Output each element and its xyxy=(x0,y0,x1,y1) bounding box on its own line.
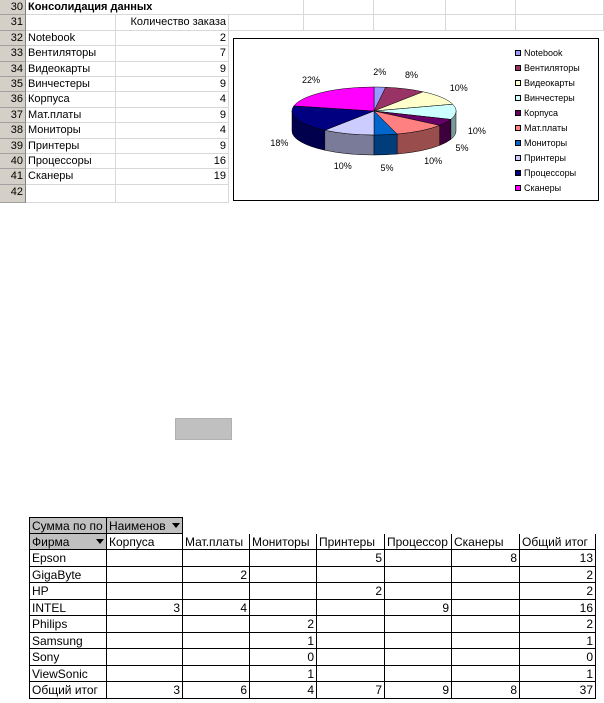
row-header[interactable]: 35 xyxy=(0,77,26,92)
pivot-value-cell[interactable] xyxy=(385,583,452,600)
pivot-value-cell[interactable]: 2 xyxy=(183,567,250,584)
row-header[interactable]: 34 xyxy=(0,62,26,77)
product-name-cell[interactable]: Мат.платы xyxy=(26,108,116,123)
legend-label: Мат.платы xyxy=(524,123,568,133)
product-name-cell[interactable]: Винчестеры xyxy=(26,77,116,92)
pie-data-label: 5% xyxy=(380,162,394,173)
pie-data-label: 2% xyxy=(373,67,387,78)
pivot-value-cell[interactable] xyxy=(317,649,385,666)
product-name-cell[interactable]: Сканеры xyxy=(26,169,116,184)
legend-swatch xyxy=(515,65,521,71)
legend-item[interactable] xyxy=(515,91,597,106)
quantity-cell[interactable]: 4 xyxy=(116,92,229,107)
pivot-value-cell[interactable] xyxy=(385,649,452,666)
section-title-cell[interactable]: Консолидация данных xyxy=(26,0,229,15)
chevron-down-icon[interactable] xyxy=(96,539,104,544)
pivot-value-cell[interactable]: 3 xyxy=(107,600,183,617)
pivot-value-cell[interactable] xyxy=(317,567,385,584)
pivot-row-label[interactable]: ViewSonic xyxy=(29,666,107,683)
pivot-value-cell[interactable] xyxy=(385,567,452,584)
product-name-cell[interactable]: Мониторы xyxy=(26,123,116,138)
pivot-row-label[interactable]: Philips xyxy=(29,616,107,633)
pivot-value-cell[interactable] xyxy=(250,550,317,567)
legend-label: Винчестеры xyxy=(524,93,575,103)
pivot-total-cell[interactable]: 6 xyxy=(183,682,250,699)
pivot-value-cell[interactable]: 2 xyxy=(317,583,385,600)
pivot-value-cell[interactable] xyxy=(183,583,250,600)
product-name-cell[interactable]: Процессоры xyxy=(26,154,116,169)
sheet-row-30 xyxy=(0,0,604,15)
legend-label: Вентиляторы xyxy=(524,63,580,73)
pivot-value-cell[interactable] xyxy=(250,583,317,600)
pivot-table xyxy=(29,517,596,703)
pie-data-label: 10% xyxy=(467,126,486,137)
pivot-value-cell[interactable]: 1 xyxy=(520,666,596,683)
column-label-cell[interactable]: Количество заказа xyxy=(116,15,229,30)
pivot-value-cell[interactable]: 0 xyxy=(250,649,317,666)
row-header[interactable]: 30 xyxy=(0,0,26,15)
pivot-column-header[interactable]: Общий итог xyxy=(520,534,596,551)
pie-side-Мониторы xyxy=(374,134,397,155)
legend-item[interactable] xyxy=(515,166,597,181)
quantity-cell[interactable]: 9 xyxy=(116,139,229,154)
empty-cell[interactable] xyxy=(304,0,374,15)
pivot-value-cell[interactable]: 16 xyxy=(520,600,596,617)
empty-cell[interactable] xyxy=(229,15,304,30)
legend-item[interactable] xyxy=(515,76,597,91)
pivot-total-cell[interactable]: 4 xyxy=(250,682,317,699)
pie-data-label: 10% xyxy=(449,83,468,94)
pivot-value-cell[interactable] xyxy=(385,616,452,633)
pivot-value-cell[interactable] xyxy=(107,616,183,633)
row-header[interactable]: 36 xyxy=(0,92,26,107)
pivot-row-field-button[interactable]: Фирма xyxy=(29,534,107,551)
pie-chart[interactable] xyxy=(233,38,599,201)
pivot-column-header[interactable]: Мониторы xyxy=(250,534,317,551)
pie-data-label: 22% xyxy=(301,75,320,86)
pivot-row-label[interactable]: INTEL xyxy=(29,600,107,617)
empty-cell[interactable] xyxy=(516,15,604,30)
pivot-value-cell[interactable] xyxy=(107,633,183,650)
pivot-value-cell[interactable]: 9 xyxy=(385,600,452,617)
legend-swatch xyxy=(515,155,521,161)
pivot-value-cell[interactable]: 2 xyxy=(520,616,596,633)
row-header[interactable]: 33 xyxy=(0,46,26,61)
legend-swatch xyxy=(515,125,521,131)
legend-label: Видеокарты xyxy=(524,78,575,88)
pivot-value-cell[interactable] xyxy=(452,600,520,617)
pie-data-label: 18% xyxy=(270,138,289,149)
legend-label: Процессоры xyxy=(524,168,577,178)
row-header[interactable]: 38 xyxy=(0,123,26,138)
pivot-value-cell[interactable]: 5 xyxy=(317,550,385,567)
empty-cell[interactable] xyxy=(26,15,116,30)
legend-item[interactable] xyxy=(515,61,597,76)
pivot-column-header[interactable]: Мат.платы xyxy=(183,534,250,551)
pivot-total-cell[interactable]: 37 xyxy=(520,682,596,699)
pivot-total-cell[interactable]: 3 xyxy=(107,682,183,699)
pivot-value-cell[interactable]: 0 xyxy=(520,649,596,666)
pie-data-label: 10% xyxy=(424,156,443,167)
spreadsheet-fragment xyxy=(0,0,604,203)
pivot-value-cell[interactable]: 2 xyxy=(250,616,317,633)
chart-legend[interactable] xyxy=(515,46,597,196)
pivot-total-cell[interactable]: 9 xyxy=(385,682,452,699)
legend-item[interactable] xyxy=(515,121,597,136)
legend-label: Корпуса xyxy=(524,108,559,118)
product-name-cell[interactable]: Вентиляторы xyxy=(26,46,116,61)
pivot-column-header[interactable]: Процессор xyxy=(385,534,452,551)
pivot-value-cell[interactable]: 2 xyxy=(520,583,596,600)
legend-label: Принтеры xyxy=(524,153,566,163)
legend-item[interactable] xyxy=(515,106,597,121)
empty-cell[interactable] xyxy=(304,15,374,30)
pivot-row-label[interactable]: Sony xyxy=(29,649,107,666)
pivot-value-cell[interactable] xyxy=(385,633,452,650)
empty-cell[interactable] xyxy=(516,0,604,15)
pivot-column-header[interactable]: Корпуса xyxy=(107,534,183,551)
legend-item[interactable] xyxy=(515,136,597,151)
legend-swatch xyxy=(515,95,521,101)
legend-swatch xyxy=(515,50,521,56)
legend-swatch xyxy=(515,80,521,86)
legend-item[interactable] xyxy=(515,151,597,166)
pivot-value-cell[interactable] xyxy=(317,616,385,633)
quantity-cell[interactable]: 16 xyxy=(116,154,229,169)
pivot-data-field[interactable]: Сумма по по xyxy=(29,517,107,534)
empty-cell[interactable] xyxy=(374,0,446,15)
legend-swatch xyxy=(515,140,521,146)
pivot-value-cell[interactable] xyxy=(250,600,317,617)
empty-cell[interactable] xyxy=(26,185,116,203)
legend-swatch xyxy=(515,185,521,191)
quantity-cell[interactable]: 2 xyxy=(116,31,229,46)
pivot-value-cell[interactable] xyxy=(452,583,520,600)
legend-swatch xyxy=(515,110,521,116)
pivot-value-cell[interactable] xyxy=(452,616,520,633)
pivot-value-cell[interactable]: 1 xyxy=(250,633,317,650)
pivot-total-cell[interactable]: 8 xyxy=(452,682,520,699)
legend-item[interactable] xyxy=(515,46,597,61)
pivot-value-cell[interactable] xyxy=(452,666,520,683)
pivot-value-cell[interactable]: 1 xyxy=(250,666,317,683)
product-name-cell[interactable]: Принтеры xyxy=(26,139,116,154)
legend-label: Мониторы xyxy=(524,138,568,148)
pivot-value-cell[interactable] xyxy=(107,583,183,600)
empty-cell[interactable] xyxy=(229,0,304,15)
pivot-value-cell[interactable]: 2 xyxy=(520,567,596,584)
pie-plot xyxy=(234,39,514,200)
pivot-row-label[interactable]: Samsung xyxy=(29,633,107,650)
sheet-row-31 xyxy=(0,15,604,30)
quantity-cell[interactable]: 9 xyxy=(116,108,229,123)
legend-swatch xyxy=(515,170,521,176)
pivot-row-label[interactable]: GigaByte xyxy=(29,567,107,584)
product-name-cell[interactable]: Видеокарты xyxy=(26,62,116,77)
empty-cell[interactable] xyxy=(116,185,229,203)
legend-label: Сканеры xyxy=(524,183,562,193)
quantity-cell[interactable]: 4 xyxy=(116,123,229,138)
pivot-value-cell[interactable]: 13 xyxy=(520,550,596,567)
row-header[interactable]: 32 xyxy=(0,31,26,46)
pivot-value-cell[interactable] xyxy=(452,633,520,650)
quantity-cell[interactable]: 19 xyxy=(116,169,229,184)
product-name-cell[interactable]: Корпуса xyxy=(26,92,116,107)
legend-item[interactable] xyxy=(515,181,597,196)
quantity-cell[interactable]: 9 xyxy=(116,62,229,77)
empty-cell[interactable] xyxy=(446,0,516,15)
row-header[interactable]: 31 xyxy=(0,15,26,30)
pivot-value-cell[interactable] xyxy=(107,649,183,666)
row-header[interactable]: 40 xyxy=(0,154,26,169)
pivot-column-header[interactable]: Сканеры xyxy=(452,534,520,551)
pivot-value-cell[interactable]: 8 xyxy=(452,550,520,567)
pivot-value-cell[interactable] xyxy=(385,550,452,567)
row-header[interactable]: 39 xyxy=(0,139,26,154)
pivot-value-cell[interactable] xyxy=(183,616,250,633)
pivot-row-label[interactable]: HP xyxy=(29,583,107,600)
pivot-value-cell[interactable] xyxy=(452,649,520,666)
pivot-value-cell[interactable] xyxy=(317,600,385,617)
quantity-cell[interactable]: 9 xyxy=(116,77,229,92)
pivot-total-cell[interactable]: 7 xyxy=(317,682,385,699)
legend-label: Notebook xyxy=(524,48,563,58)
row-header[interactable]: 42 xyxy=(0,185,26,203)
pivot-value-cell[interactable] xyxy=(107,567,183,584)
pivot-value-cell[interactable] xyxy=(250,567,317,584)
empty-cell[interactable] xyxy=(374,15,446,30)
row-header[interactable]: 37 xyxy=(0,108,26,123)
pie-data-label: 5% xyxy=(455,143,469,154)
gray-placeholder-box xyxy=(175,418,232,440)
chevron-down-icon[interactable] xyxy=(172,523,180,528)
pivot-value-cell[interactable]: 1 xyxy=(520,633,596,650)
pivot-value-cell[interactable] xyxy=(385,666,452,683)
pivot-column-header[interactable]: Принтеры xyxy=(317,534,385,551)
pivot-value-cell[interactable]: 4 xyxy=(183,600,250,617)
pivot-value-cell[interactable] xyxy=(183,649,250,666)
pivot-row-label[interactable]: Epson xyxy=(29,550,107,567)
pivot-value-cell[interactable] xyxy=(183,550,250,567)
pivot-value-cell[interactable] xyxy=(317,666,385,683)
pivot-value-cell[interactable] xyxy=(317,633,385,650)
pivot-grand-total-label[interactable]: Общий итог xyxy=(29,682,107,699)
pivot-column-field-button[interactable]: Наименов xyxy=(107,517,183,534)
empty-cell[interactable] xyxy=(446,15,516,30)
pivot-value-cell[interactable] xyxy=(107,666,183,683)
pivot-value-cell[interactable] xyxy=(452,567,520,584)
row-header[interactable]: 41 xyxy=(0,169,26,184)
pivot-value-cell[interactable] xyxy=(107,550,183,567)
pie-data-label: 8% xyxy=(405,69,419,80)
product-name-cell[interactable]: Notebook xyxy=(26,31,116,46)
quantity-cell[interactable]: 7 xyxy=(116,46,229,61)
pie-data-label: 10% xyxy=(333,161,352,172)
pivot-value-cell[interactable] xyxy=(183,666,250,683)
pivot-value-cell[interactable] xyxy=(183,633,250,650)
